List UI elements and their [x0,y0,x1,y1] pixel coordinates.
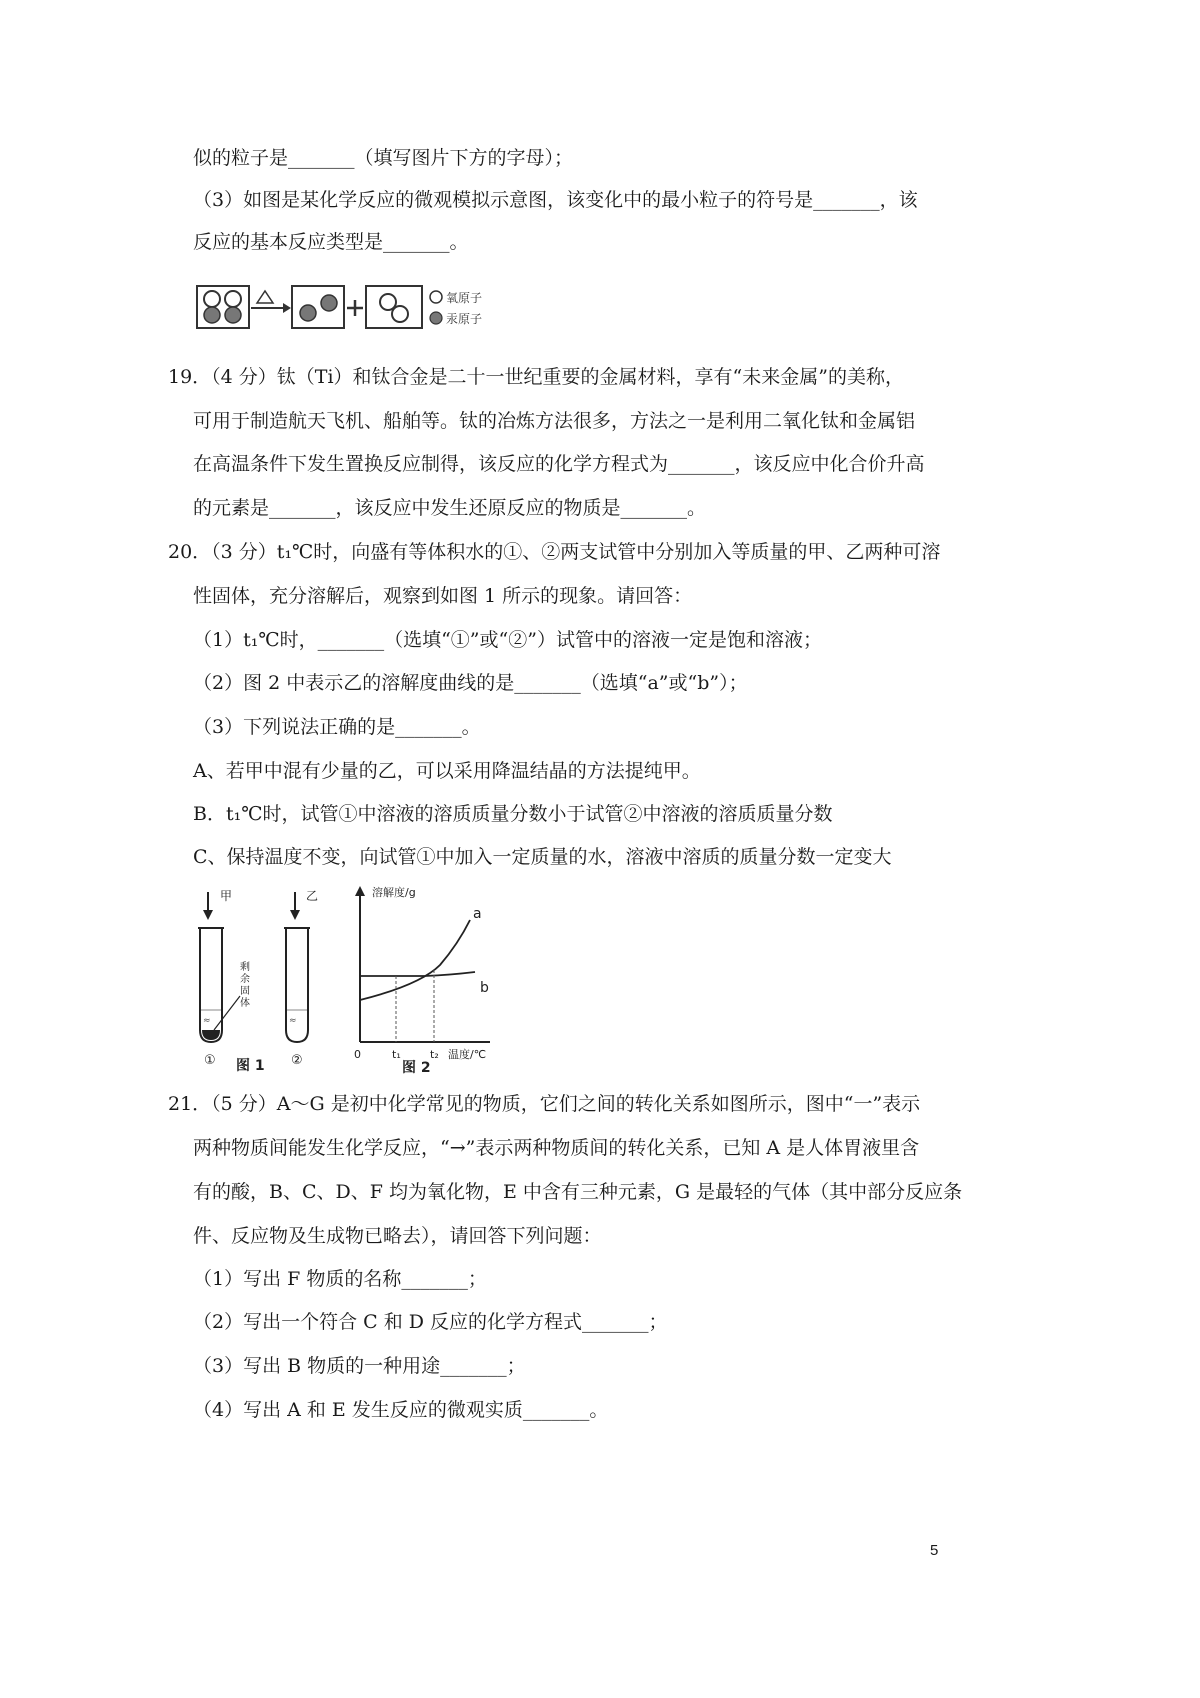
solubility-xlabel: 温度/℃ [448,1048,487,1061]
q20-line-4: （2）图 2 中表示乙的溶解度曲线的是_______（选填“a”或“b”）； [193,672,748,694]
svg-text:≈: ≈ [203,1016,211,1026]
q21-line-6: （2）写出一个符合 C 和 D 反应的化学方程式_______； [193,1311,668,1333]
label-residue [240,960,250,1009]
q20-line-2: 性固体，充分溶解后，观察到如图 1 所示的现象。请回答： [193,585,693,607]
text-line-2: （3）如图是某化学反应的微观模拟示意图，该变化中的最小粒子的符号是_______，该 [193,189,918,211]
q21-line-1: 21．（5 分）A～G 是初中化学常见的物质，它们之间的转化关系如图所示，图中“一”表示 [168,1093,921,1115]
q21-line-7: （3）写出 B 物质的一种用途_______； [193,1355,526,1377]
label-yi: 乙 [306,889,319,903]
origin-label: 0 [354,1048,361,1061]
legend-oxygen: 氧原子 [446,291,483,305]
t1-label: t₁ [392,1048,401,1061]
residue-char-3: 固 [240,986,250,997]
reaction-diagram [195,283,515,333]
q20-line-5: （3）下列说法正确的是_______。 [193,716,481,738]
curve-a-label: a [473,906,482,922]
solubility-ylabel: 溶解度/g [372,886,416,899]
q21-line-3: 有的酸，B、C、D、F 均为氧化物，E 中含有三种元素，G 是最轻的气体（其中部分反应条 [193,1181,963,1203]
caption-fig2: 图 2 [402,1060,431,1076]
q21-line-4: 件、反应物及生成物已略去），请回答下列问题： [193,1225,602,1247]
q19-line-1: 19．（4 分）钛（Ti）和钛合金是二十一世纪重要的金属材料，享有“未来金属”的美称， [168,366,904,388]
label-tube-2: ② [291,1053,303,1068]
q20-option-c: C、保持温度不变，向试管①中加入一定质量的水，溶液中溶质的质量分数一定变大 [193,846,892,868]
text-line-1: 似的粒子是_______（填写图片下方的字母）； [193,147,574,169]
t2-label: t₂ [430,1048,439,1061]
q20-option-b: B．t₁℃时，试管①中溶液的溶质质量分数小于试管②中溶液的溶质质量分数 [193,803,833,825]
caption-fig1: 图 1 [236,1058,265,1074]
q21-line-8: （4）写出 A 和 E 发生反应的微观实质_______。 [193,1399,609,1421]
svg-text:≈: ≈ [289,1016,297,1026]
curve-b-label: b [480,980,489,996]
label-jia: 甲 [220,889,233,903]
label-tube-1: ① [204,1053,216,1068]
q20-line-1: 20．（3 分）t₁℃时，向盛有等体积水的①、②两支试管中分别加入等质量的甲、乙两种可溶 [168,541,941,563]
residue-char-1: 剩 [240,962,250,973]
q20-option-a: A、若甲中混有少量的乙，可以采用降温结晶的方法提纯甲。 [193,760,701,782]
text-line-3: 反应的基本反应类型是_______。 [193,231,469,253]
q21-line-5: （1）写出 F 物质的名称_______； [193,1268,487,1290]
residue-char-2: 余 [240,974,250,985]
residue-char-4: 体 [240,998,250,1009]
q21-line-2: 两种物质间能发生化学反应，“→”表示两种物质间的转化关系，已知 A 是人体胃液里含 [193,1137,920,1159]
legend-mercury: 汞原子 [446,312,483,326]
q20-line-3: （1）t₁℃时，_______（选填“①”或“②”）试管中的溶液一定是饱和溶液； [193,629,822,651]
page-number: 5 [930,1542,939,1559]
q19-line-4: 的元素是_______，该反应中发生还原反应的物质是_______。 [193,497,707,519]
q19-line-3: 在高温条件下发生置换反应制得，该反应的化学方程式为_______，该反应中化合价升高 [193,453,925,475]
q19-line-2: 可用于制造航天飞机、船舶等。钛的冶炼方法很多，方法之一是利用二氧化钛和金属铝 [193,410,916,432]
solubility-figure [190,880,500,1080]
